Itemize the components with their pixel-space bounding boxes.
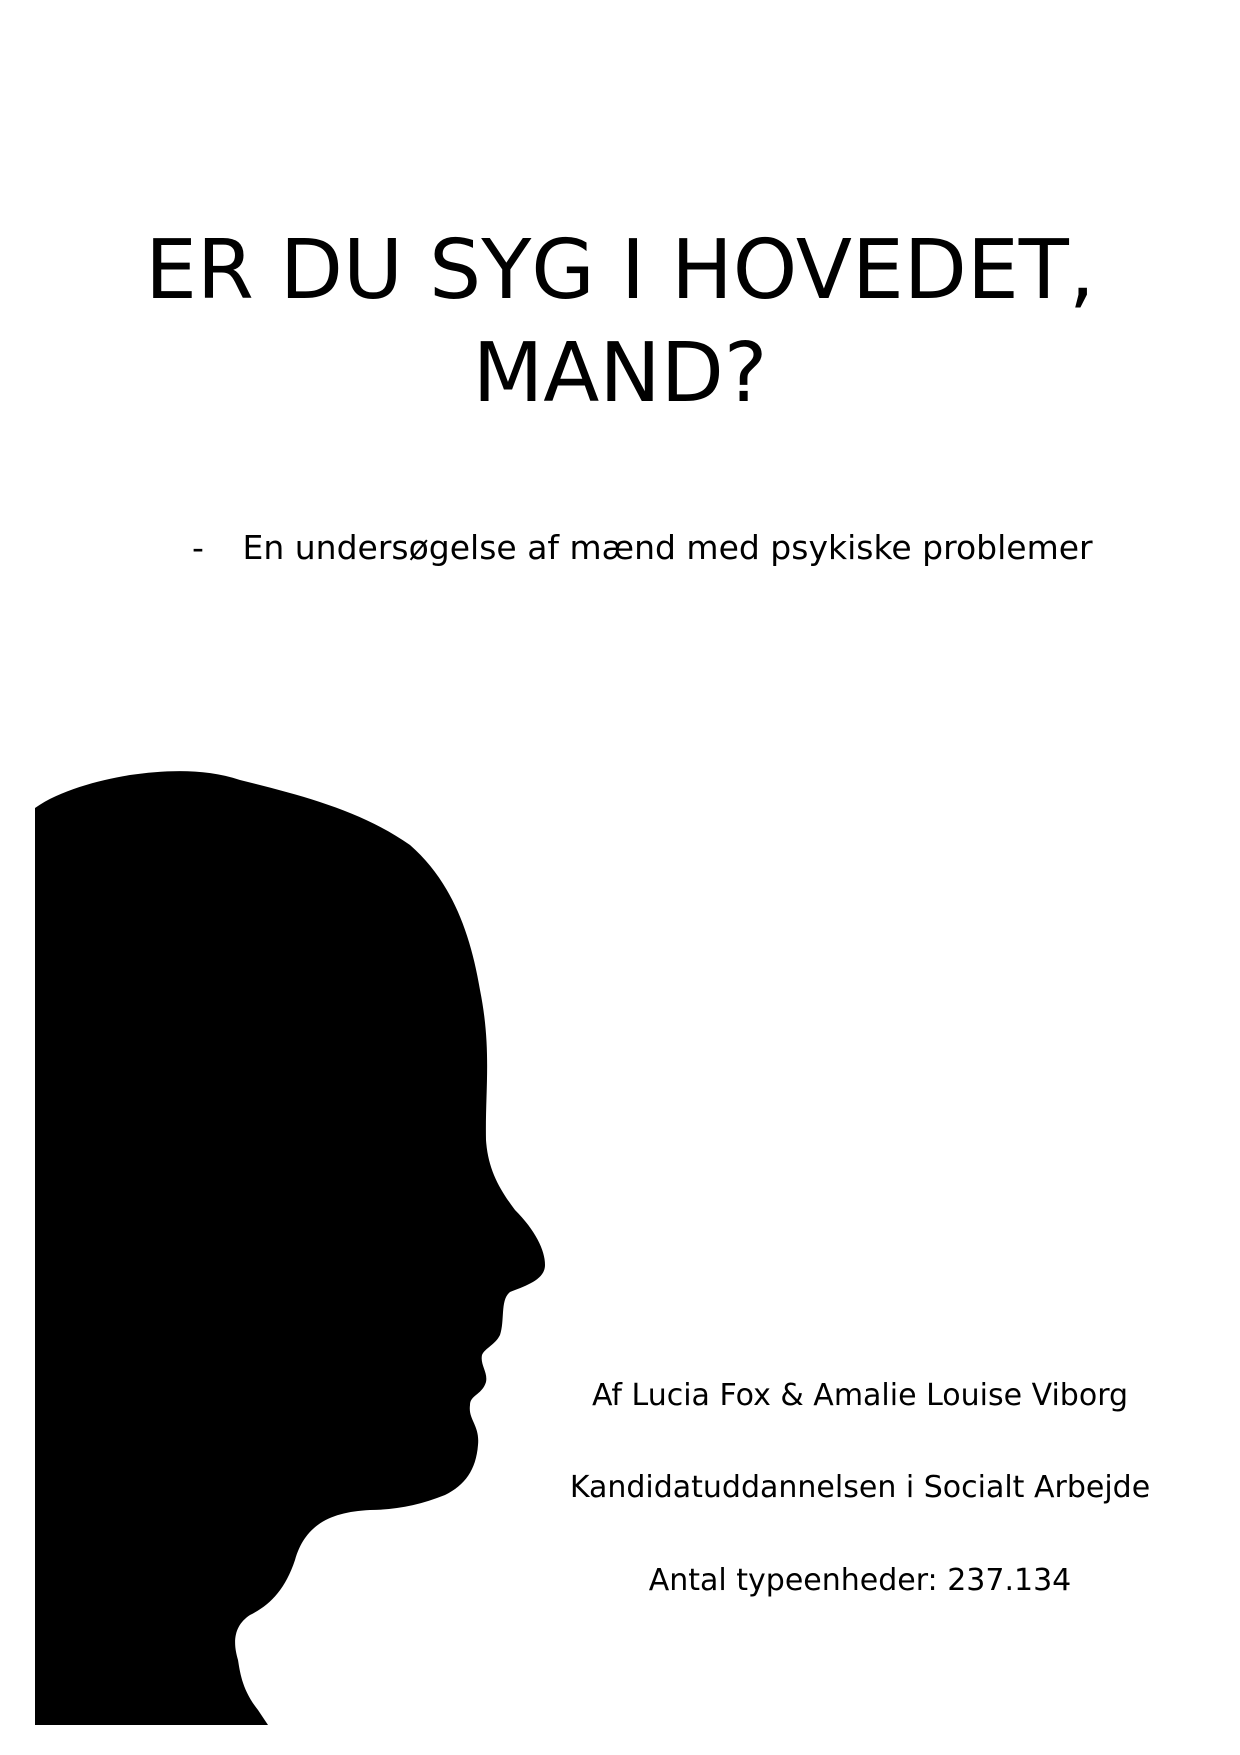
title-line-2: MAND? [472, 325, 768, 421]
study-program: Kandidatuddannelsen i Socialt Arbejde [569, 1470, 1151, 1505]
head-silhouette-icon [0, 760, 700, 1755]
document-title [0, 220, 1240, 425]
subtitle [192, 528, 1093, 568]
authors: Af Lucia Fox & Amalie Louise Viborg [591, 1378, 1129, 1413]
title-line-1: ER DU SYG I HOVEDET, [145, 223, 1095, 318]
character-count: Antal typeenheder: 237.134 [648, 1563, 1072, 1598]
subtitle-text: En undersøgelse af mænd med psykiske problemer [242, 528, 1093, 567]
subtitle-dash: - [192, 528, 204, 567]
